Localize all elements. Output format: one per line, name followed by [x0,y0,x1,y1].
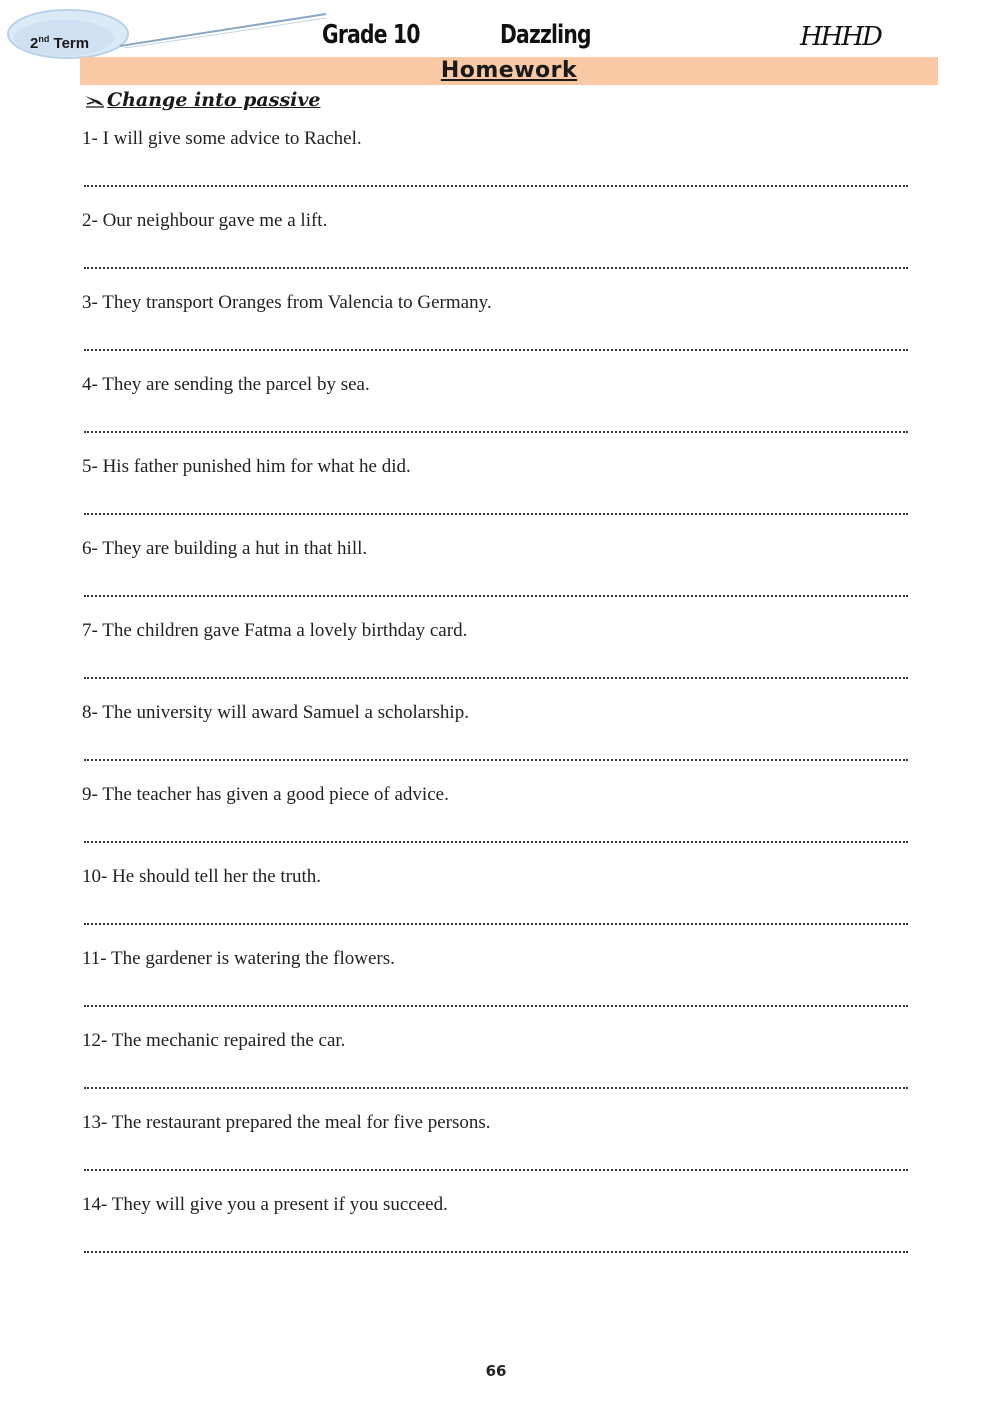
question-item [82,948,908,1030]
question-item [82,866,908,948]
answer-line[interactable] [84,431,908,433]
question-item [82,210,908,292]
writing-hand-icon [84,92,106,108]
answer-line[interactable] [84,677,908,679]
term-label: 2nd Term [30,34,90,52]
page-number: 66 [485,1362,507,1380]
question-item [82,1030,908,1112]
instruction-heading [84,89,320,111]
answer-line[interactable] [84,1087,908,1089]
swoosh-decoration [110,10,330,50]
answer-line[interactable] [84,595,908,597]
section-title: Homework [440,58,578,83]
question-text: 11- The gardener is watering the flowers. [82,948,395,969]
question-text: 12- The mechanic repaired the car. [82,1030,346,1051]
section-header-bar [80,57,938,85]
answer-line[interactable] [84,923,908,925]
answer-line[interactable] [84,1005,908,1007]
question-text: 6- They are building a hut in that hill. [82,538,368,559]
question-text: 7- The children gave Fatma a lovely birthday card. [82,620,468,641]
question-item [82,456,908,538]
answer-line[interactable] [84,1251,908,1253]
question-item [82,784,908,866]
answer-line[interactable] [84,185,908,187]
question-item [82,128,908,210]
question-text: 2- Our neighbour gave me a lift. [82,210,328,231]
question-text: 3- They transport Oranges from Valencia to Germany. [82,292,492,313]
questions-list [82,128,908,1276]
answer-line[interactable] [84,349,908,351]
answer-line[interactable] [84,1169,908,1171]
answer-line[interactable] [84,841,908,843]
question-item [82,702,908,784]
instruction-text: Change into passive [107,89,321,111]
question-text: 8- The university will award Samuel a scholarship. [82,702,469,723]
question-item [82,1194,908,1276]
question-item [82,292,908,374]
question-text: 13- The restaurant prepared the meal for five persons. [82,1112,491,1133]
question-item [82,620,908,702]
question-text: 4- They are sending the parcel by sea. [82,374,370,395]
author-signature: HHHD [800,22,881,52]
question-text: 9- The teacher has given a good piece of advice. [82,784,449,805]
answer-line[interactable] [84,513,908,515]
book-title: Dazzling [500,20,591,50]
grade-label: Grade 10 [322,20,420,50]
question-text: 10- He should tell her the truth. [82,866,322,887]
question-text: 1- I will give some advice to Rachel. [82,128,362,149]
answer-line[interactable] [84,759,908,761]
question-item [82,538,908,620]
question-item [82,374,908,456]
question-text: 5- His father punished him for what he did. [82,456,411,477]
answer-line[interactable] [84,267,908,269]
question-item [82,1112,908,1194]
question-text: 14- They will give you a present if you succeed. [82,1194,448,1215]
